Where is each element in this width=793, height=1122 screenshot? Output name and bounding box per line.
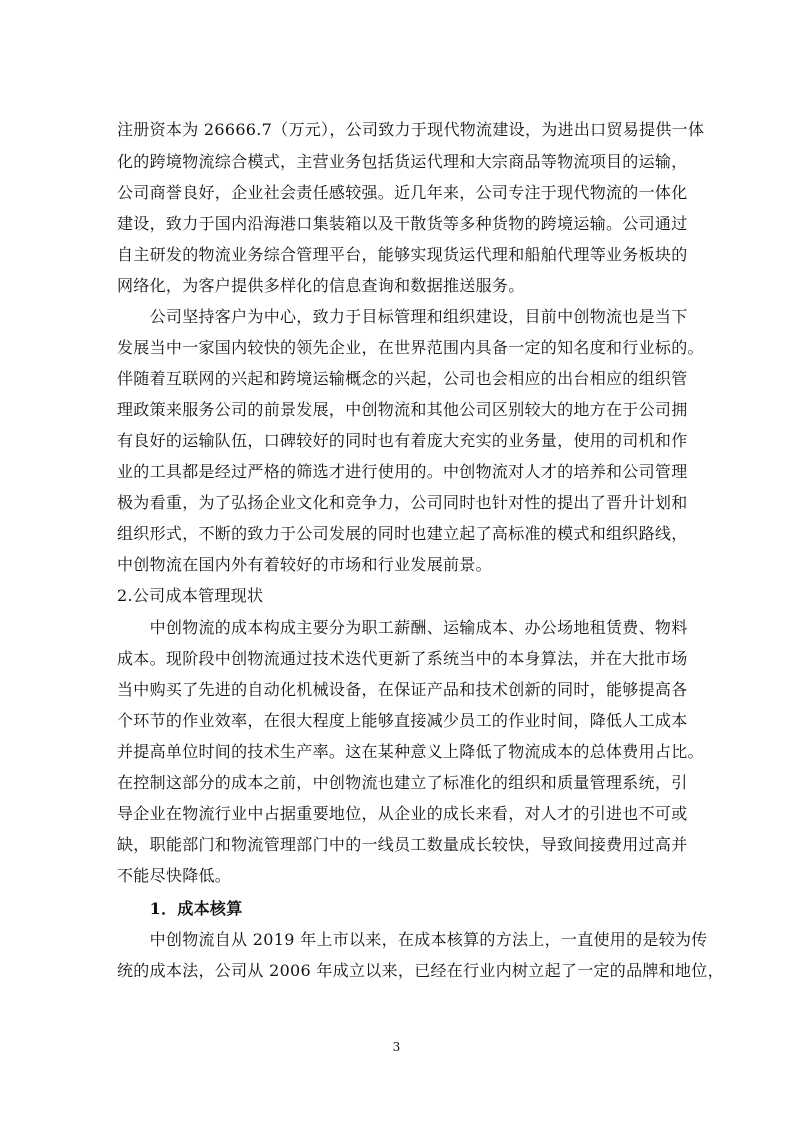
paragraph-line: 业的工具都是经过严格的筛选才进行使用的。中创物流对人才的培养和公司管理 [117,462,688,481]
paragraph-line: 不能尽快降低。 [117,866,232,885]
page-number: 3 [392,1040,401,1054]
paragraph-line: 有良好的运输队伍，口碑较好的同时也有着庞大充实的业务量，使用的司机和作 [117,431,688,450]
paragraph-line: 中创物流自从 2019 年上市以来，在成本核算的方法上，一直使用的是较为传 [117,930,708,949]
paragraph-line: 网络化，为客户提供多样化的信息查询和数据推送服务。 [117,276,525,295]
paragraph-line: 化的跨境物流综合模式，主营业务包括货运代理和大宗商品等物流项目的运输， [117,152,688,171]
paragraph-line: 公司坚持客户为中心，致力于目标管理和组织建设，目前中创物流也是当下 [117,307,688,326]
section-heading: 2.公司成本管理现状 [117,586,264,605]
paragraph-line: 在控制这部分的成本之前，中创物流也建立了标准化的组织和质量管理系统，引 [117,773,688,792]
paragraph-line: 组织形式，不断的致力于公司发展的同时也建立起了高标准的模式和组织路线， [117,524,688,543]
paragraph-line: 建设，致力于国内沿海港口集装箱以及干散货等多种货物的跨境运输。公司通过 [117,214,688,233]
paragraph-line: 成本。现阶段中创物流通过技术迭代更新了系统当中的本身算法，并在大批市场 [117,649,688,668]
paragraph-line: 缺，职能部门和物流管理部门中的一线员工数量成长较快，导致间接费用过高并 [117,835,688,854]
paragraph-line: 公司商誉良好，企业社会责任感较强。近几年来，公司专注于现代物流的一体化 [117,183,688,202]
paragraph-line: 并提高单位时间的技术生产率。这在某种意义上降低了物流成本的总体费用占比。 [117,742,704,761]
paragraph-line: 中创物流的成本构成主要分为职工薪酬、运输成本、办公场地租赁费、物料 [117,618,688,637]
paragraph-line: 注册资本为 26666.7（万元），公司致力于现代物流建设，为进出口贸易提供一体 [117,120,705,139]
paragraph-line: 导企业在物流行业中占据重要地位，从企业的成长来看，对人才的引进也不可或 [117,804,688,823]
paragraph-line: 伴随着互联网的兴起和跨境运输概念的兴起，公司也会相应的出台相应的组织管 [117,369,688,388]
paragraph-line: 理政策来服务公司的前景发展，中创物流和其他公司区别较大的地方在于公司拥 [117,400,688,419]
paragraph-line: 发展当中一家国内较快的领先企业，在世界范围内具备一定的知名度和行业标的。 [117,338,704,357]
paragraph-line: 统的成本法，公司从 2006 年成立以来，已经在行业内树立起了一定的品牌和地位， [117,961,724,980]
paragraph-line: 自主研发的物流业务综合管理平台，能够实现货运代理和船舶代理等业务板块的 [117,245,688,264]
paragraph-line: 极为看重，为了弘扬企业文化和竞争力，公司同时也针对性的提出了晋升计划和 [117,493,688,512]
paragraph-line: 个环节的作业效率，在很大程度上能够直接减少员工的作业时间，降低人工成本 [117,711,688,730]
subsection-heading: 1．成本核算 [117,899,243,918]
paragraph-line: 中创物流在国内外有着较好的市场和行业发展前景。 [117,555,492,574]
paragraph-line: 当中购买了先进的自动化机械设备，在保证产品和技术创新的同时，能够提高各 [117,680,688,699]
